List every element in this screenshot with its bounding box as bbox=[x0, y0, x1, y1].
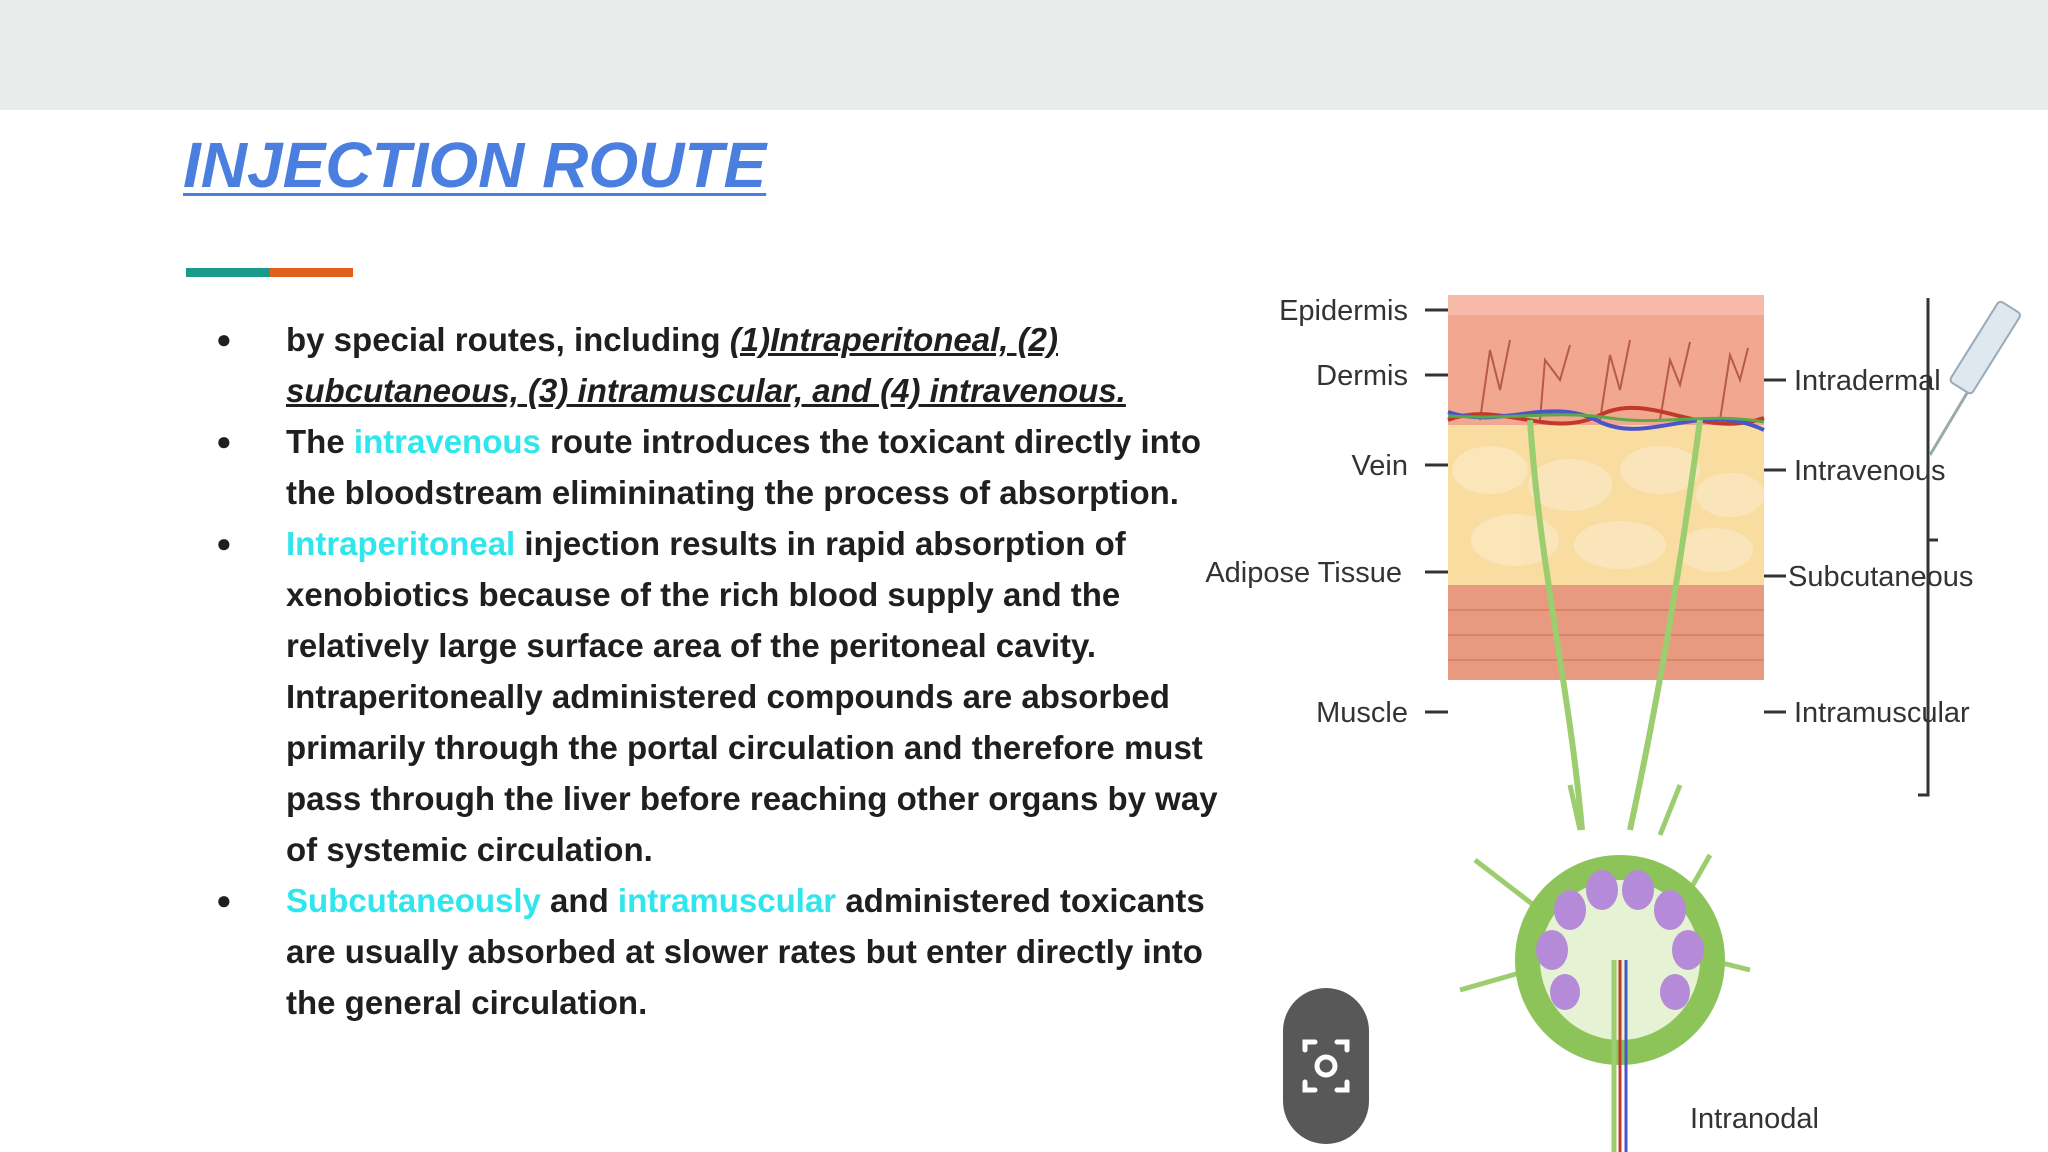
lymph-node bbox=[1460, 785, 1750, 1152]
bullet-dot-icon: ● bbox=[216, 426, 232, 456]
label-intravenous: Intravenous bbox=[1794, 455, 1946, 487]
epidermis-layer bbox=[1448, 295, 1764, 315]
bullet-item-intraperitoneal bbox=[200, 518, 1225, 875]
bullet-text: route introduces the toxicant directly into the bloodstream elimininating the process of absorption. bbox=[286, 423, 1201, 511]
right-label-leaders bbox=[1764, 380, 1786, 712]
slide-title: INJECTION ROUTE bbox=[183, 129, 767, 201]
bullet-text: by special routes, including bbox=[286, 321, 730, 358]
label-muscle: Muscle bbox=[1316, 697, 1408, 729]
label-intradermal: Intradermal bbox=[1794, 365, 1941, 397]
muscle-layer bbox=[1448, 585, 1764, 680]
bullet-text: The bbox=[286, 423, 354, 460]
label-dermis: Dermis bbox=[1316, 360, 1408, 392]
bullet-list bbox=[200, 314, 1225, 1028]
accent-teal bbox=[186, 268, 270, 277]
lens-scan-icon bbox=[1301, 1036, 1351, 1096]
accent-orange bbox=[270, 268, 353, 277]
routes-underlined-text-2: subcutaneous, (3) intramuscular, and (4) intravenous. bbox=[286, 372, 1126, 409]
label-epidermis: Epidermis bbox=[1279, 295, 1408, 327]
label-subcutaneous: Subcutaneous bbox=[1788, 561, 1974, 593]
bullet-text: administered toxicants are usually absorbed at slower rates but enter directly into the general circulation. bbox=[286, 882, 1205, 1021]
bullet-item-subcutaneous-intramuscular bbox=[200, 875, 1225, 1028]
highlight-intramuscular: intramuscular bbox=[617, 882, 837, 919]
label-adipose: Adipose Tissue bbox=[1205, 557, 1402, 589]
highlight-intraperitoneal: Intraperitoneal bbox=[286, 525, 516, 562]
title-accent-rule bbox=[186, 268, 353, 277]
left-label-leaders bbox=[1425, 310, 1448, 712]
bullet-dot-icon: ● bbox=[216, 324, 232, 354]
bullet-item-intravenous bbox=[200, 416, 1225, 518]
bullet-text: and bbox=[540, 882, 618, 919]
label-intranodal: Intranodal bbox=[1690, 1103, 1819, 1135]
routes-underlined-text: (1)Intraperitoneal, (2) bbox=[729, 321, 1058, 358]
bullet-text: injection results in rapid absorption of xenobiotics because of the rich blood supply and the relatively large surface area of the peritoneal cavity. Intraperitoneally administered compounds are absorbed primarily through the portal circulation and therefore must pass through the liver before reaching other organs by way of systemic circulation. bbox=[286, 525, 1218, 868]
highlight-intravenous: intravenous bbox=[353, 423, 541, 460]
highlight-subcutaneously: Subcutaneously bbox=[286, 882, 541, 919]
syringe-icon bbox=[1930, 300, 2021, 455]
bullet-item-routes bbox=[200, 314, 1225, 416]
label-intramuscular: Intramuscular bbox=[1794, 697, 1970, 729]
bullet-dot-icon: ● bbox=[216, 528, 232, 558]
lens-scan-button[interactable] bbox=[1283, 988, 1369, 1144]
top-band bbox=[0, 0, 2048, 110]
bullet-dot-icon: ● bbox=[216, 885, 232, 915]
label-vein: Vein bbox=[1351, 450, 1408, 482]
